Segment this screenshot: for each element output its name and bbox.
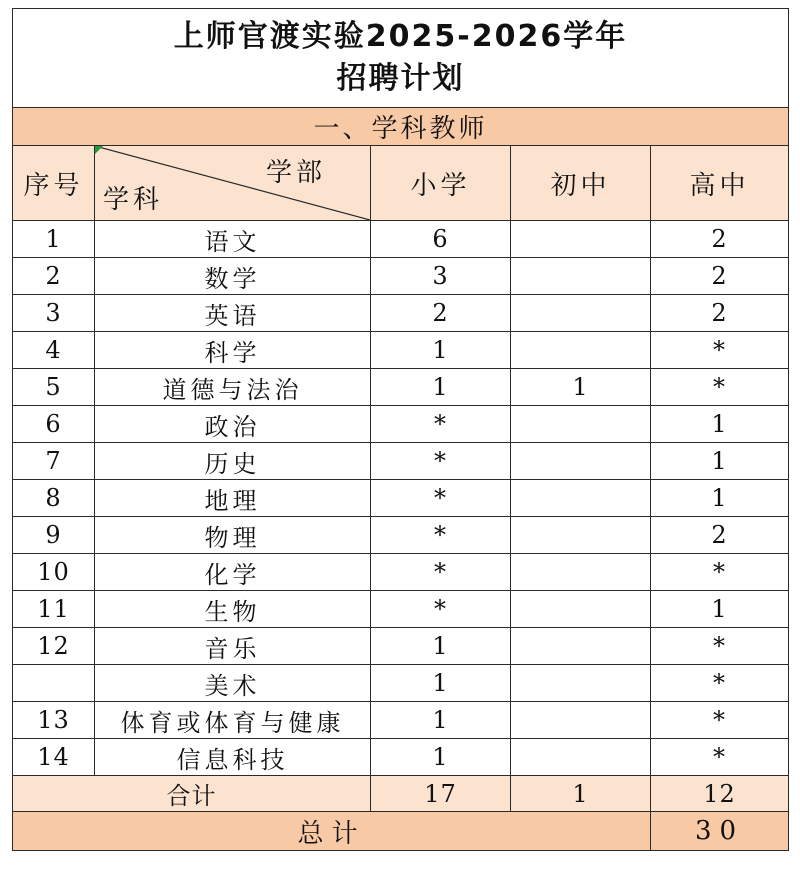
row-subject: 生物 bbox=[95, 591, 371, 628]
table-row bbox=[13, 665, 789, 702]
row-senior: 2 bbox=[651, 517, 789, 554]
row-index: 12 bbox=[13, 628, 95, 665]
row-index: 9 bbox=[13, 517, 95, 554]
row-senior: * bbox=[651, 369, 789, 406]
table-row bbox=[13, 702, 789, 739]
row-primary: 2 bbox=[371, 295, 511, 332]
row-senior: * bbox=[651, 702, 789, 739]
section-row bbox=[13, 108, 789, 146]
row-subject: 美术 bbox=[95, 665, 371, 702]
table-row bbox=[13, 332, 789, 369]
row-senior: 1 bbox=[651, 406, 789, 443]
row-index: 10 bbox=[13, 554, 95, 591]
table-row bbox=[13, 517, 789, 554]
row-junior bbox=[511, 443, 651, 480]
row-index: 6 bbox=[13, 406, 95, 443]
row-junior bbox=[511, 480, 651, 517]
row-primary: * bbox=[371, 554, 511, 591]
row-primary: 1 bbox=[371, 665, 511, 702]
subtotal-junior: 1 bbox=[511, 776, 651, 812]
row-subject: 语文 bbox=[95, 221, 371, 258]
table-row bbox=[13, 591, 789, 628]
header-dept: 学部 bbox=[265, 158, 326, 188]
row-junior bbox=[511, 517, 651, 554]
header-diagonal-cell bbox=[95, 146, 371, 221]
row-senior: * bbox=[651, 665, 789, 702]
row-primary: * bbox=[371, 517, 511, 554]
row-senior: 1 bbox=[651, 591, 789, 628]
header-senior: 高中 bbox=[651, 146, 789, 221]
row-junior bbox=[511, 221, 651, 258]
row-senior: * bbox=[651, 554, 789, 591]
table-row bbox=[13, 480, 789, 517]
row-primary: 1 bbox=[371, 369, 511, 406]
title-row bbox=[13, 9, 789, 108]
header-row bbox=[13, 146, 789, 221]
subtotal-row bbox=[13, 776, 789, 812]
cell-comment-marker-icon bbox=[95, 146, 103, 154]
row-junior bbox=[511, 628, 651, 665]
row-primary: 6 bbox=[371, 221, 511, 258]
row-primary: 1 bbox=[371, 702, 511, 739]
total-row bbox=[13, 812, 789, 851]
row-junior bbox=[511, 332, 651, 369]
row-index: 8 bbox=[13, 480, 95, 517]
row-junior bbox=[511, 702, 651, 739]
row-junior bbox=[511, 591, 651, 628]
row-index: 13 bbox=[13, 702, 95, 739]
row-subject: 音乐 bbox=[95, 628, 371, 665]
row-subject: 化学 bbox=[95, 554, 371, 591]
row-subject: 英语 bbox=[95, 295, 371, 332]
row-primary: 3 bbox=[371, 258, 511, 295]
title-line-2: 招聘计划 bbox=[336, 61, 465, 96]
row-index: 14 bbox=[13, 739, 95, 776]
row-junior bbox=[511, 665, 651, 702]
row-subject: 历史 bbox=[95, 443, 371, 480]
row-index: 7 bbox=[13, 443, 95, 480]
row-junior bbox=[511, 295, 651, 332]
row-index bbox=[13, 665, 95, 702]
row-subject: 数学 bbox=[95, 258, 371, 295]
row-primary: 1 bbox=[371, 739, 511, 776]
row-index: 1 bbox=[13, 221, 95, 258]
row-subject: 科学 bbox=[95, 332, 371, 369]
row-index: 5 bbox=[13, 369, 95, 406]
row-primary: * bbox=[371, 443, 511, 480]
row-junior: 1 bbox=[511, 369, 651, 406]
data-rows bbox=[13, 221, 789, 776]
row-subject: 道德与法治 bbox=[95, 369, 371, 406]
row-junior bbox=[511, 406, 651, 443]
row-primary: * bbox=[371, 591, 511, 628]
total-label: 总计 bbox=[13, 812, 651, 851]
row-senior: * bbox=[651, 332, 789, 369]
row-senior: 2 bbox=[651, 258, 789, 295]
row-subject: 信息科技 bbox=[95, 739, 371, 776]
row-subject: 体育或体育与健康 bbox=[95, 702, 371, 739]
row-index: 3 bbox=[13, 295, 95, 332]
row-index: 4 bbox=[13, 332, 95, 369]
table-row bbox=[13, 443, 789, 480]
table-row bbox=[13, 221, 789, 258]
table-row bbox=[13, 406, 789, 443]
row-senior: * bbox=[651, 628, 789, 665]
row-senior: 1 bbox=[651, 480, 789, 517]
subtotal-label: 合计 bbox=[13, 776, 371, 812]
row-junior bbox=[511, 258, 651, 295]
row-subject: 物理 bbox=[95, 517, 371, 554]
recruitment-plan-table bbox=[12, 8, 789, 851]
table-row bbox=[13, 739, 789, 776]
table-row bbox=[13, 369, 789, 406]
row-primary: 1 bbox=[371, 332, 511, 369]
row-primary: 1 bbox=[371, 628, 511, 665]
header-index: 序号 bbox=[13, 146, 95, 221]
title-line-1: 上师官渡实验2025-2026学年 bbox=[173, 19, 628, 54]
subtotal-primary: 17 bbox=[371, 776, 511, 812]
section-heading: 一、学科教师 bbox=[13, 108, 789, 146]
table-title bbox=[13, 9, 789, 108]
row-senior: * bbox=[651, 739, 789, 776]
row-junior bbox=[511, 739, 651, 776]
row-index: 11 bbox=[13, 591, 95, 628]
header-junior: 初中 bbox=[511, 146, 651, 221]
row-senior: 2 bbox=[651, 221, 789, 258]
row-primary: * bbox=[371, 480, 511, 517]
row-junior bbox=[511, 554, 651, 591]
total-value: 30 bbox=[651, 812, 789, 851]
row-subject: 政治 bbox=[95, 406, 371, 443]
table-row bbox=[13, 628, 789, 665]
table-row bbox=[13, 295, 789, 332]
row-subject: 地理 bbox=[95, 480, 371, 517]
row-index: 2 bbox=[13, 258, 95, 295]
row-senior: 2 bbox=[651, 295, 789, 332]
header-subject: 学科 bbox=[103, 185, 164, 215]
subtotal-senior: 12 bbox=[651, 776, 789, 812]
header-primary: 小学 bbox=[371, 146, 511, 221]
table-row bbox=[13, 554, 789, 591]
row-primary: * bbox=[371, 406, 511, 443]
row-senior: 1 bbox=[651, 443, 789, 480]
table-row bbox=[13, 258, 789, 295]
